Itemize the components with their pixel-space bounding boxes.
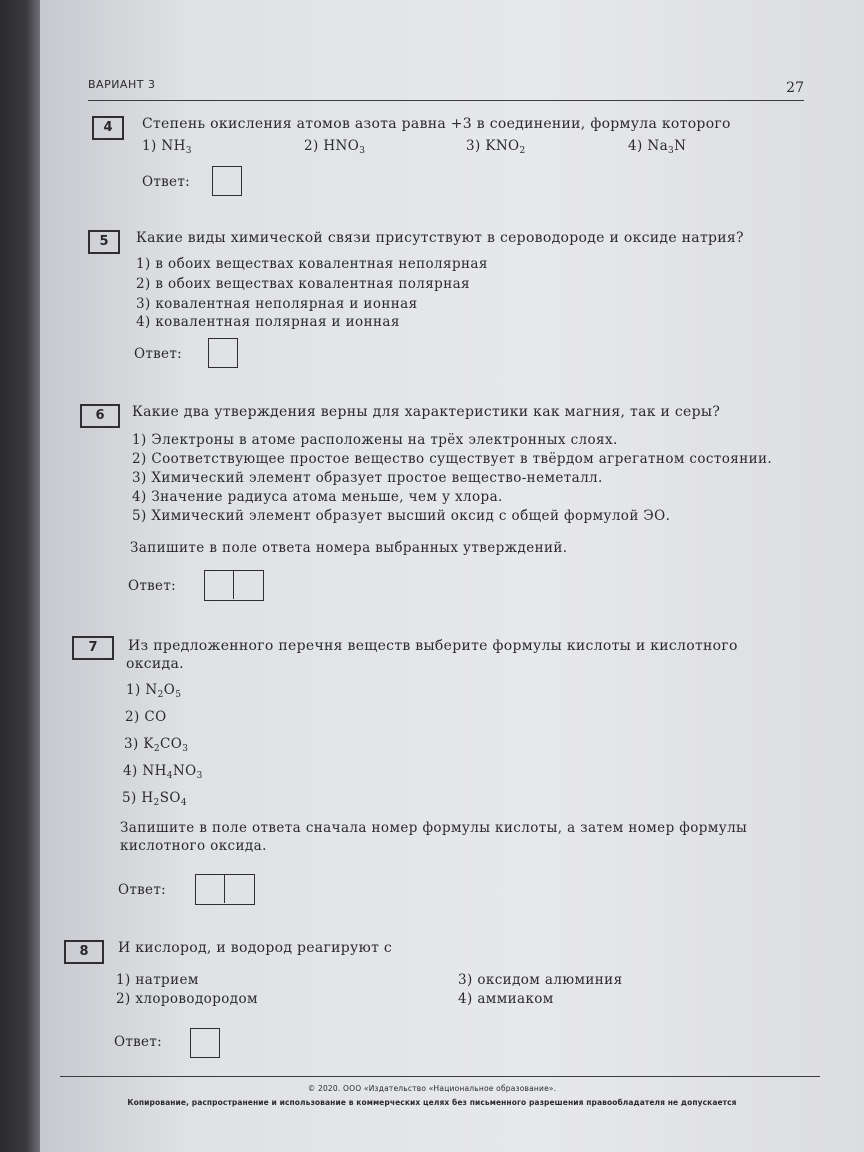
q7-answer-label: Ответ:	[118, 882, 166, 898]
q4-answer-label: Ответ:	[142, 174, 190, 190]
question-number-8: 8	[64, 940, 104, 964]
question-8-text: И кислород, и водород реагируют с	[118, 940, 392, 956]
q7-answer-cell-1[interactable]	[196, 875, 225, 903]
q6-option-4: 4) Значение радиуса атома меньше, чем у хлора.	[132, 489, 503, 505]
header-rule	[88, 100, 804, 101]
q5-option-2: 2) в обоих веществах ковалентная полярная	[136, 276, 470, 292]
question-number-4: 4	[92, 116, 124, 140]
q6-answer-label: Ответ:	[128, 578, 176, 594]
footer-rule	[60, 1076, 820, 1077]
q6-answer-box[interactable]	[204, 570, 264, 601]
question-number-5: 5	[88, 230, 120, 254]
q7-option-4: 4) $NH_4NO_3$	[123, 763, 203, 781]
copyright-line: © 2020. ООО «Издательство «Национальное образование».	[307, 1084, 557, 1093]
question-6-text: Какие два утверждения верны для характеристики как магния, так и серы?	[132, 404, 721, 420]
q4-option-4: 4) $Na_3N$	[628, 138, 687, 156]
q7-instruction-line2: кислотного оксида.	[120, 838, 267, 854]
variant-label: ВАРИАНТ 3	[88, 78, 156, 91]
q6-instruction: Запишите в поле ответа номера выбранных утверждений.	[130, 540, 568, 556]
q6-option-3: 3) Химический элемент образует простое вещество-неметалл.	[132, 470, 603, 486]
page-number: 27	[786, 80, 804, 96]
q4-option-2: 2) $HNO_3$	[304, 138, 366, 156]
q6-option-5: 5) Химический элемент образует высший оксид с общей формулой ЭО.	[132, 508, 671, 524]
question-5-text: Какие виды химической связи присутствуют в сероводороде и оксиде натрия?	[136, 230, 744, 246]
q8-option-2: 2) хлороводородом	[116, 991, 258, 1007]
q7-option-2: 2) CO	[125, 709, 167, 725]
q5-answer-box[interactable]	[208, 338, 238, 368]
q6-option-2: 2) Соответствующее простое вещество существует в твёрдом агрегатном состоянии.	[132, 451, 773, 467]
q7-instruction-line1: Запишите в поле ответа сначала номер формулы кислоты, а затем номер формулы	[120, 820, 748, 836]
q6-option-1: 1) Электроны в атоме расположены на трёх электронных слоях.	[132, 432, 618, 448]
question-4-text: Степень окисления атомов азота равна +3 в соединении, формула которого	[142, 116, 731, 132]
q6-answer-cell-1[interactable]	[205, 571, 234, 599]
q5-answer-label: Ответ:	[134, 346, 182, 362]
q7-option-3: 3) $K_2CO_3$	[124, 736, 189, 754]
q4-answer-box[interactable]	[212, 166, 242, 196]
question-7-text-line2: оксида.	[126, 656, 184, 672]
question-7-text-line1: Из предложенного перечня веществ выберите формулы кислоты и кислотного	[128, 638, 738, 654]
q8-option-1: 1) натрием	[116, 972, 199, 988]
q5-option-3: 3) ковалентная неполярная и ионная	[136, 296, 418, 312]
q7-option-1: 1) $N_2O_5$	[126, 682, 182, 700]
q5-option-1: 1) в обоих веществах ковалентная неполярная	[136, 256, 488, 272]
question-number-6: 6	[80, 404, 120, 428]
q8-option-3: 3) оксидом алюминия	[458, 972, 623, 988]
q5-option-4: 4) ковалентная полярная и ионная	[136, 314, 400, 330]
question-number-7: 7	[72, 636, 114, 660]
q7-option-5: 5) $H_2SO_4$	[122, 790, 187, 808]
q8-answer-box[interactable]	[190, 1028, 220, 1058]
copyright-notice: Копирование, распространение и использование в коммерческих целях без письменного разрешения правообладателя не допускается	[127, 1098, 737, 1107]
q8-option-4: 4) аммиаком	[458, 991, 554, 1007]
q8-answer-label: Ответ:	[114, 1034, 162, 1050]
q4-option-1: 1) $NH_3$	[142, 138, 192, 156]
page-header	[88, 78, 804, 100]
q7-answer-box[interactable]	[195, 874, 255, 905]
q4-option-3: 3) $KNO_2$	[466, 138, 526, 156]
